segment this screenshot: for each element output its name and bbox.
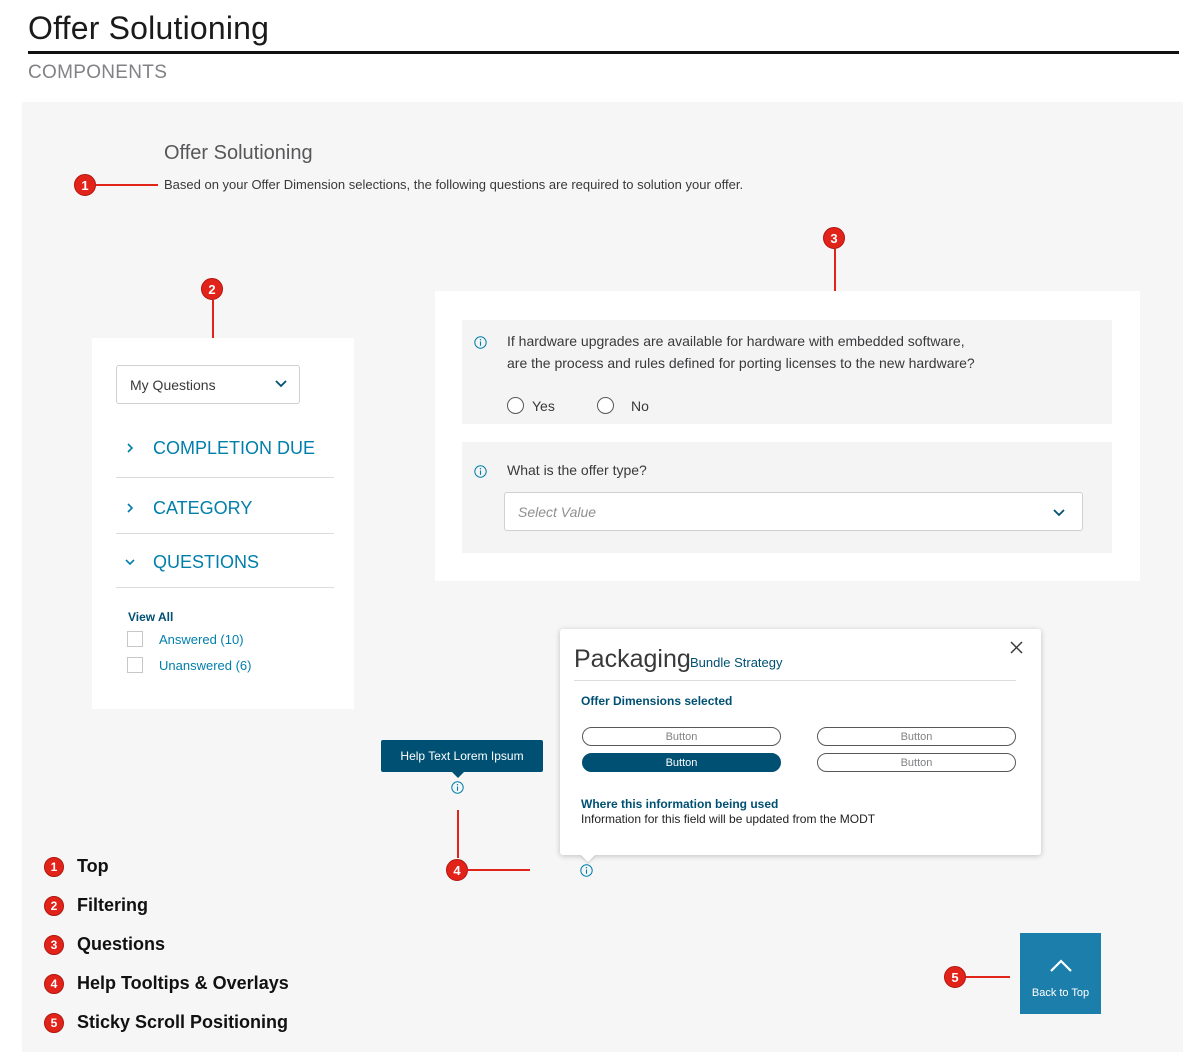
radio-yes[interactable]	[507, 397, 524, 414]
callout-line-1	[96, 184, 158, 186]
my-questions-select-value: My Questions	[130, 376, 216, 393]
legend-item	[44, 1012, 288, 1033]
callout-line-4	[468, 869, 530, 871]
page-subtitle: COMPONENTS	[28, 62, 168, 83]
offer-dimensions-label: Offer Dimensions selected	[581, 694, 733, 708]
section-description: Based on your Offer Dimension selections, the following questions are required to solution your offer.	[164, 177, 744, 192]
radio-yes-label: Yes	[532, 398, 555, 414]
overlay-divider	[574, 680, 1016, 681]
unanswered-checkbox[interactable]	[127, 657, 143, 673]
legend-badge: 5	[44, 1013, 64, 1033]
callout-badge-3: 3	[823, 227, 845, 249]
radio-no-label: No	[631, 398, 649, 414]
help-tooltip-text: Help Text Lorem Ipsum	[400, 749, 524, 763]
where-used-text: Information for this field will be updated from the MODT	[581, 812, 876, 826]
chevron-up-icon	[1049, 959, 1073, 973]
accordion-category[interactable]	[116, 496, 334, 520]
page-title: Offer Solutioning	[28, 10, 270, 46]
chevron-down-icon	[274, 376, 288, 390]
answered-checkbox[interactable]	[127, 631, 143, 647]
accordion-divider	[116, 477, 334, 478]
tooltip-arrow	[451, 771, 465, 778]
overlay-subtitle: Bundle Strategy	[690, 655, 783, 670]
callout-badge-1: 1	[74, 174, 96, 196]
dimension-button-selected[interactable]: Button	[582, 753, 781, 772]
title-divider	[28, 51, 1179, 54]
dimension-button[interactable]: Button	[582, 727, 781, 746]
callout-line-5	[966, 976, 1010, 978]
info-icon[interactable]	[474, 336, 487, 349]
legend-badge: 4	[44, 974, 64, 994]
callout-line-4	[457, 810, 459, 858]
legend-item	[44, 895, 148, 916]
accordion-category-label: CATEGORY	[153, 497, 253, 518]
accordion-questions[interactable]	[116, 550, 334, 574]
my-questions-select[interactable]	[116, 365, 300, 404]
question-text-line: If hardware upgrades are available for hardware with embedded software,	[507, 333, 965, 349]
offer-type-placeholder: Select Value	[518, 504, 597, 520]
overlay-title: Packaging	[574, 645, 691, 673]
question-text-line: are the process and rules defined for porting licenses to the new hardware?	[507, 355, 975, 371]
callout-badge-4: 4	[446, 859, 468, 881]
accordion-completion-due[interactable]	[116, 436, 334, 460]
chevron-down-icon	[1052, 505, 1066, 519]
close-icon[interactable]	[1009, 640, 1024, 655]
back-to-top-label: Back to Top	[1031, 987, 1090, 999]
callout-line-2	[212, 300, 214, 338]
legend-item	[44, 856, 109, 877]
accordion-completion-due-label: COMPLETION DUE	[153, 437, 316, 458]
dimension-button[interactable]: Button	[817, 727, 1016, 746]
where-used-label: Where this information being used	[581, 797, 779, 811]
legend-item	[44, 934, 165, 955]
legend-label: Help Tooltips & Overlays	[77, 973, 289, 993]
legend-label: Sticky Scroll Positioning	[77, 1012, 289, 1032]
dimension-button[interactable]: Button	[817, 753, 1016, 772]
callout-badge-5: 5	[944, 966, 966, 988]
radio-no[interactable]	[597, 397, 614, 414]
accordion-divider	[116, 587, 334, 588]
help-tooltip	[381, 740, 543, 772]
question-text-line: What is the offer type?	[507, 462, 647, 478]
callout-badge-2: 2	[201, 278, 223, 300]
info-icon[interactable]	[451, 781, 464, 794]
chevron-right-icon	[124, 502, 136, 514]
overlay-arrow	[580, 854, 596, 862]
legend-badge: 2	[44, 896, 64, 916]
accordion-divider	[116, 533, 334, 534]
view-all-link[interactable]: View All	[128, 610, 174, 624]
unanswered-filter[interactable]	[127, 657, 252, 673]
accordion-questions-label: QUESTIONS	[153, 551, 260, 572]
unanswered-label: Unanswered (6)	[159, 657, 252, 673]
legend-badge: 3	[44, 935, 64, 955]
legend-label: Top	[77, 856, 109, 876]
info-icon[interactable]	[474, 465, 487, 478]
legend-label: Filtering	[77, 895, 148, 915]
info-icon[interactable]	[580, 864, 593, 877]
chevron-right-icon	[124, 442, 136, 454]
answered-label: Answered (10)	[159, 631, 244, 647]
legend-item	[44, 973, 289, 994]
section-title: Offer Solutioning	[164, 142, 313, 164]
chevron-down-icon	[124, 556, 136, 568]
back-to-top-button[interactable]	[1020, 933, 1101, 1014]
legend-label: Questions	[77, 934, 166, 954]
answered-filter[interactable]	[127, 631, 244, 647]
offer-type-select[interactable]	[504, 492, 1083, 531]
legend-badge: 1	[44, 857, 64, 877]
